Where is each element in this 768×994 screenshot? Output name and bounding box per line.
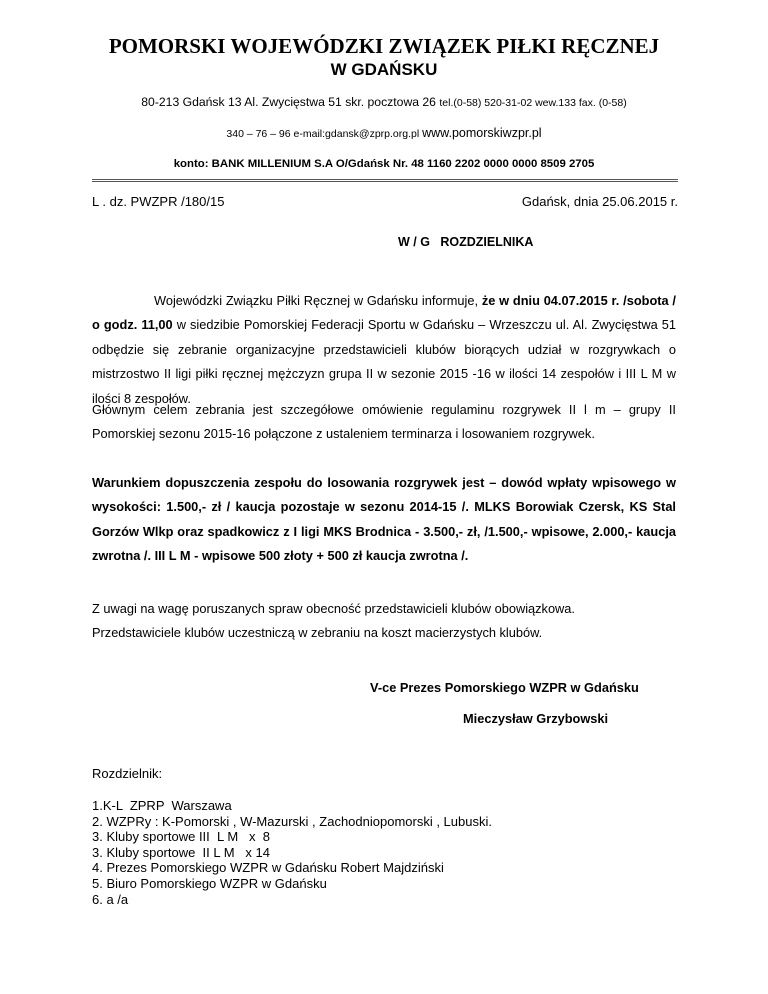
list-item: 2. WZPRy : K-Pomorski , W-Mazurski , Zachodniopomorski , Lubuski.	[92, 813, 492, 829]
fax-number-rest: 340 – 76 – 96	[226, 128, 291, 140]
header-divider-secondary	[92, 181, 678, 182]
p1-intro: Wojewódzki Związku Piłki Ręcznej w Gdańsku informuje,	[154, 293, 482, 308]
org-city: W GDAŃSKU	[330, 60, 438, 79]
address-main: 80-213 Gdańsk 13 Al. Zwycięstwa 51 skr. pocztowa 26	[141, 95, 436, 109]
paragraph-costs: Przedstawiciele klubów uczestniczą w zebraniu na koszt macierzystych klubów.	[92, 625, 543, 640]
paragraph-purpose: Głównym celem zebrania jest szczegółowe omówienie regulaminu rozgrywek II l m – grupy II Pomorskiej sezonu 2015-16 połączone z ustaleniem terminarza i losowaniem rozgrywek.	[92, 402, 676, 442]
header-divider	[92, 179, 678, 180]
address-phone: tel.(0-58) 520-31-02 wew.133 fax. (0-58)	[439, 97, 627, 109]
signature-position: V-ce Prezes Pomorskiego WZPR w Gdańsku	[370, 680, 639, 695]
list-item: 5. Biuro Pomorskiego WZPR w Gdańsku	[92, 875, 327, 891]
p1-date-time: że w dniu 04.07.2015 r. /sobota / o godz. 11,00	[92, 293, 676, 333]
p1-details: w siedzibie Pomorskiej Federacji Sportu w Gdańsku – Wrzeszczu ul. Al. Zwycięstwa 51 odbędzie się zebranie organizacyjne przedstawicieli klubów biorących udział w rozgrywkach o mistrzostwo II ligi piłki ręcznej mężczyzn grupa II w sezonie 2015 -16 w ilości 14 zespołów i III L M w ilości 8 zespołów.	[92, 317, 676, 406]
distribution-label: Rozdzielnik:	[92, 766, 163, 781]
place-date: Gdańsk, dnia 25.06.2015 r.	[521, 194, 678, 209]
list-item: 4. Prezes Pomorskiego WZPR w Gdańsku Robert Majdziński	[92, 860, 444, 876]
list-item: 6. a /a	[92, 891, 129, 907]
reference-number: L . dz. PWZPR /180/15	[92, 194, 225, 209]
website-url: www.pomorskiwzpr.pl	[422, 126, 542, 140]
paragraph-attendance: Z uwagi na wagę poruszanych spraw obecność przedstawicieli klubów obowiązkowa.	[92, 601, 575, 616]
list-item: 1.K-L ZPRP Warszawa	[92, 798, 232, 813]
org-address	[0, 95, 768, 109]
addressee-line: W / G ROZDZIELNIKA	[398, 235, 534, 249]
org-name: POMORSKI WOJEWÓDZKI ZWIĄZEK PIŁKI RĘCZNEJ	[108, 34, 660, 58]
distribution-list	[92, 798, 492, 907]
paragraph-conditions: Warunkiem dopuszczenia zespołu do losowania rozgrywek jest – dowód wpłaty wpisowego w wysokości: 1.500,- zł / kaucja pozostaje w sezonu 2014-15 /. MLKS Borowiak Czersk, KS Stal Gorzów Wlkp oraz spadkowicz z I ligi MKS Brodnica - 3.500,- zł, /1.500,- wpisowe, 2.000,- kaucja zwrotna /. III L M - wpisowe 500 złoty + 500 zł kaucja zwrotna /.	[92, 475, 676, 564]
bank-account: konto: BANK MILLENIUM S.A O/Gdańsk Nr. 48 1160 2202 0000 0000 8509 2705	[173, 158, 595, 170]
email-address: e-mail:gdansk@zprp.org.pl	[293, 128, 420, 140]
org-contact	[0, 126, 768, 140]
list-item: 3. Kluby sportowe III L M x 8	[92, 829, 270, 845]
paragraph-announcement	[92, 289, 676, 411]
list-item: 3. Kluby sportowe II L M x 14	[92, 844, 270, 860]
signature-name: Mieczysław Grzybowski	[463, 711, 609, 726]
